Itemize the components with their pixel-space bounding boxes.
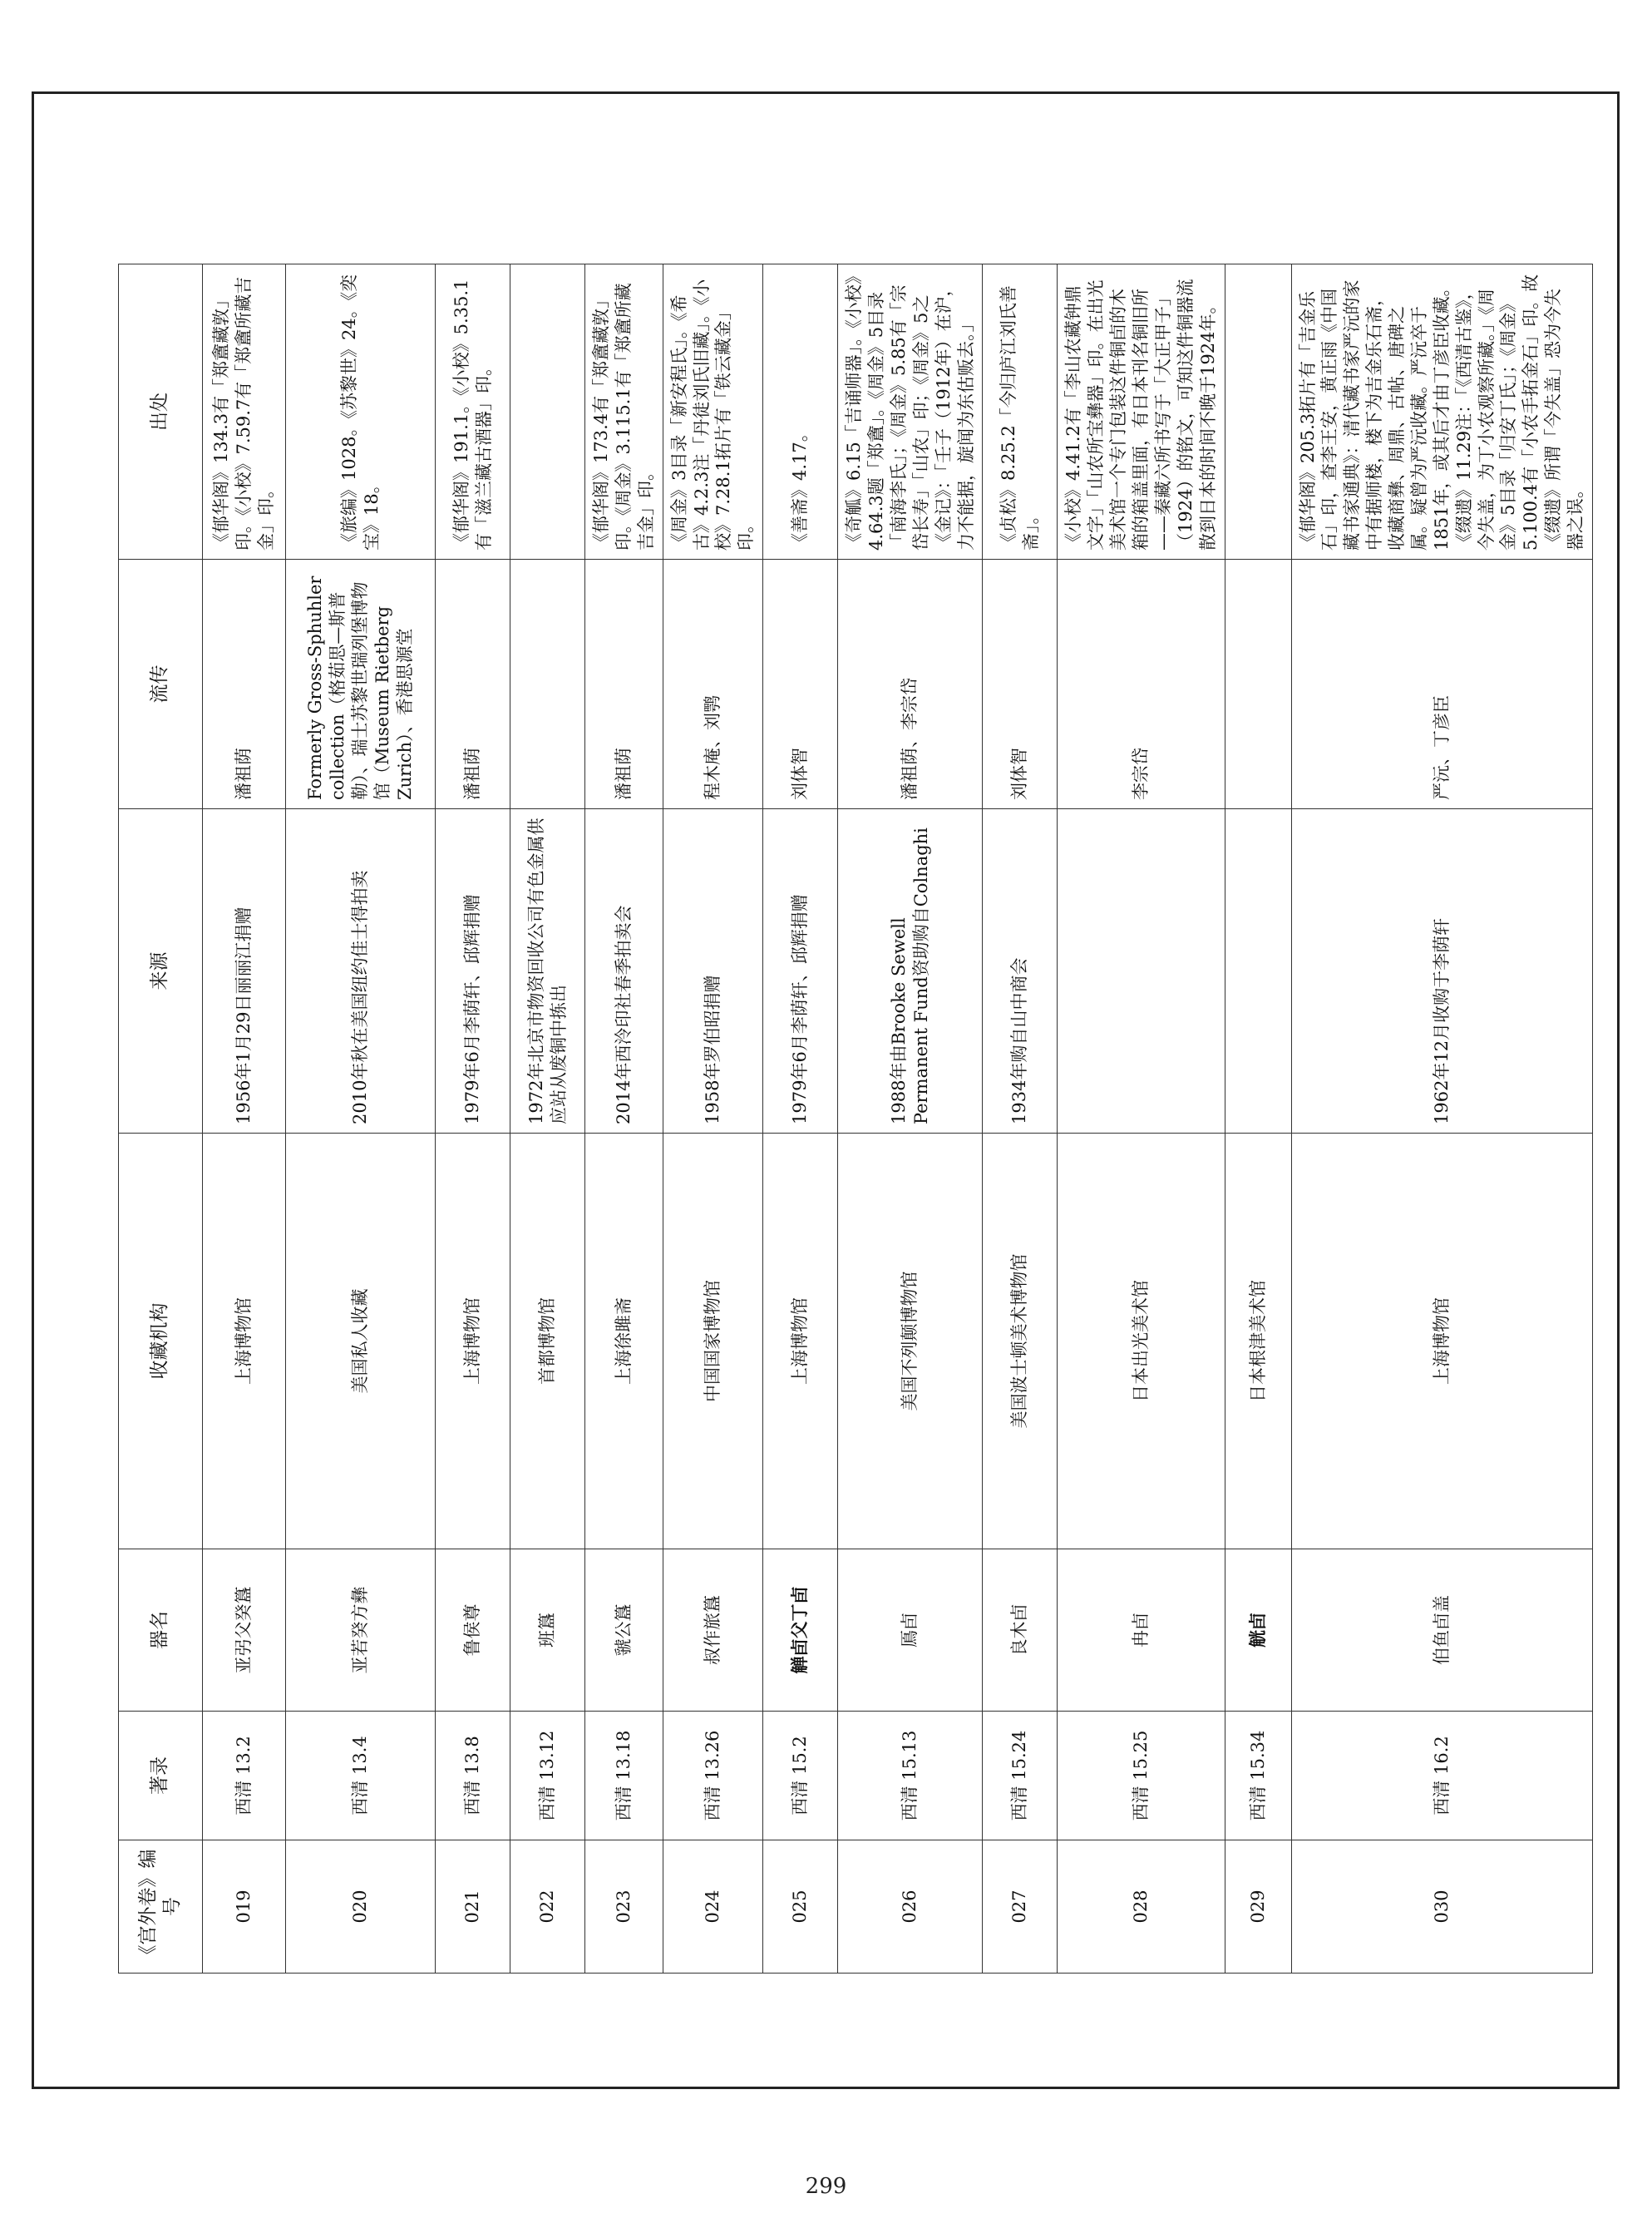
table-row xyxy=(436,264,510,1974)
cell-id: 027 xyxy=(983,1840,1058,1974)
cell-provenance: 刘体智 xyxy=(983,560,1058,809)
cell-source: 1962年12月收购于李荫轩 xyxy=(1291,809,1592,1134)
header-provenance: 流传 xyxy=(119,560,203,809)
cell-reference: 《善斋》4.17。 xyxy=(763,264,838,560)
cell-provenance: 潘祖荫、李宗岱 xyxy=(838,560,983,809)
table-row xyxy=(983,264,1058,1974)
header-catalog: 著录 xyxy=(119,1712,203,1840)
header-reference: 出处 xyxy=(119,264,203,560)
cell-source: 1988年由Brooke Sewell Permanent Fund资助购自Colnaghi xyxy=(838,809,983,1134)
cell-collection: 首都博物馆 xyxy=(510,1134,585,1549)
cell-collection: 上海博物馆 xyxy=(436,1134,510,1549)
cell-name: 觥卣 xyxy=(1225,1549,1291,1712)
cell-catalog: 西清 13.12 xyxy=(510,1712,585,1840)
cell-collection: 中国国家博物馆 xyxy=(663,1134,763,1549)
cell-name: 亚若癸方彝 xyxy=(286,1549,436,1712)
cell-source: 2014年西泠印社春季拍卖会 xyxy=(585,809,663,1134)
table-header-row xyxy=(119,264,203,1974)
cell-provenance: 潘祖荫 xyxy=(585,560,663,809)
cell-collection: 美国不列颠博物馆 xyxy=(838,1134,983,1549)
cell-provenance: 程木庵、刘鹗 xyxy=(663,560,763,809)
cell-source: 1934年购自山中商会 xyxy=(983,809,1058,1134)
table-row xyxy=(763,264,838,1974)
table-row xyxy=(203,264,286,1974)
cell-id: 026 xyxy=(838,1840,983,1974)
cell-id: 030 xyxy=(1291,1840,1592,1974)
table-row xyxy=(1058,264,1225,1974)
cell-collection: 日本根津美术馆 xyxy=(1225,1134,1291,1549)
page-number: 299 xyxy=(805,2174,847,2199)
table-row xyxy=(663,264,763,1974)
cell-reference xyxy=(510,264,585,560)
cell-provenance xyxy=(510,560,585,809)
cell-catalog: 西清 13.26 xyxy=(663,1712,763,1840)
cell-provenance: 刘体智 xyxy=(763,560,838,809)
cell-catalog: 西清 13.18 xyxy=(585,1712,663,1840)
cell-id: 022 xyxy=(510,1840,585,1974)
cell-name: 伯鱼卣盖 xyxy=(1291,1549,1592,1712)
cell-catalog: 西清 15.2 xyxy=(763,1712,838,1840)
cell-id: 023 xyxy=(585,1840,663,1974)
table-row xyxy=(585,264,663,1974)
cell-reference: 《贞松》8.25.2「今归庐江刘氏善斋」。 xyxy=(983,264,1058,560)
cell-id: 024 xyxy=(663,1840,763,1974)
cell-provenance xyxy=(1225,560,1291,809)
cell-id: 028 xyxy=(1058,1840,1225,1974)
cell-collection: 美国私人收藏 xyxy=(286,1134,436,1549)
cell-id: 025 xyxy=(763,1840,838,1974)
cell-source: 1956年1月29日丽丽江捐赠 xyxy=(203,809,286,1134)
cell-name: 觯卣父丁卣 xyxy=(763,1549,838,1712)
cell-catalog: 西清 15.24 xyxy=(983,1712,1058,1840)
cell-collection: 上海博物馆 xyxy=(1291,1134,1592,1549)
header-source: 来源 xyxy=(119,809,203,1134)
cell-id: 021 xyxy=(436,1840,510,1974)
cell-catalog: 西清 13.2 xyxy=(203,1712,286,1840)
bronze-record-table xyxy=(118,264,1593,1974)
cell-name: 班簋 xyxy=(510,1549,585,1712)
cell-catalog: 西清 13.8 xyxy=(436,1712,510,1840)
cell-source: 1958年罗伯昭捐赠 xyxy=(663,809,763,1134)
cell-collection: 日本出光美术馆 xyxy=(1058,1134,1225,1549)
cell-name: 虢公簋 xyxy=(585,1549,663,1712)
cell-name: 冉卣 xyxy=(1058,1549,1225,1712)
cell-collection: 上海徐雎斋 xyxy=(585,1134,663,1549)
cell-name: 良木卣 xyxy=(983,1549,1058,1712)
table-row xyxy=(1291,264,1592,1974)
cell-name: 叔作旅簋 xyxy=(663,1549,763,1712)
header-name: 器名 xyxy=(119,1549,203,1712)
cell-reference: 《奇觚》6.15「吉诵师器」。《小校》4.64.3题「郑盦」。《周金》5目录「南海李氏」；《周金》5.85有「宗岱长寿」「山农」印；《周金》5之《金记》：「壬子（1912年）在沪，力不能据，旋闻为东估贩去。」 xyxy=(838,264,983,560)
cell-name: 亚弜父癸簋 xyxy=(203,1549,286,1712)
cell-catalog: 西清 16.2 xyxy=(1291,1712,1592,1840)
cell-provenance: Formerly Gross-Sphuhler collection（格茹思—斯普勒）、瑞士苏黎世瑞列堡博物馆（Museum Rietberg Zurich）、香港思源堂 xyxy=(286,560,436,809)
cell-source: 1979年6月李荫轩、邱辉捐赠 xyxy=(436,809,510,1134)
header-id: 《宫外卷》编号 xyxy=(119,1840,203,1974)
cell-id: 020 xyxy=(286,1840,436,1974)
cell-source: 1972年北京市物资回收公司有色金属供应站从废铜中拣出 xyxy=(510,809,585,1134)
cell-source: 2010年秋在美国纽约佳士得拍卖 xyxy=(286,809,436,1134)
cell-catalog: 西清 15.25 xyxy=(1058,1712,1225,1840)
cell-reference: 《郁华阁》205.3拓片有「吉金乐石」印，查李王安，黄正雨《中国藏书家通典》：清代藏书家严沅的家中有据师楼，楼下为吉金乐石斋，收藏商彝、周鼎、古帖、唐碑之属。疑曾为严沅收藏。严沅卒于1851年，或其后才由丁彦臣收藏。《缀遗》11.29注：「《西清古鉴》，今失盖，为丁小农观察所藏。」《周金》5目录「归安丁氏」；《周金》5.100.4有「小农手拓金石」印。故《缀遗》所谓「今失盖」恐为今失器之误。 xyxy=(1291,264,1592,560)
cell-source xyxy=(1225,809,1291,1134)
cell-source: 1979年6月李荫轩、邱辉捐赠 xyxy=(763,809,838,1134)
cell-reference: 《周金》3目录「新安程氏」。《希古》4.2.3注「丹徒刘氏旧藏」。《小校》7.28.1拓片有「铁云藏金」印。 xyxy=(663,264,763,560)
cell-collection: 上海博物馆 xyxy=(763,1134,838,1549)
cell-provenance: 李宗岱 xyxy=(1058,560,1225,809)
cell-source xyxy=(1058,809,1225,1134)
table-row xyxy=(510,264,585,1974)
cell-provenance: 潘祖荫 xyxy=(436,560,510,809)
cell-reference xyxy=(1225,264,1291,560)
rotated-table-container xyxy=(118,264,1585,1974)
header-collection: 收藏机构 xyxy=(119,1134,203,1549)
cell-reference: 《旅编》1028。《苏黎世》24。《奕宝》18。 xyxy=(286,264,436,560)
cell-collection: 上海博物馆 xyxy=(203,1134,286,1549)
cell-id: 019 xyxy=(203,1840,286,1974)
cell-collection: 美国波士顿美术博物馆 xyxy=(983,1134,1058,1549)
cell-reference: 《郁华阁》191.1。《小校》5.35.1有「滋兰藏古酒器」印。 xyxy=(436,264,510,560)
cell-name: 鳫卣 xyxy=(838,1549,983,1712)
cell-catalog: 西清 15.13 xyxy=(838,1712,983,1840)
table-row xyxy=(1225,264,1291,1974)
cell-reference: 《小校》4.41.2有「李山农藏钟鼎文字」「山农所宝彝器」印。在出光美术馆一个专门包装这件铜卣的木箱的箱盖里面，有日本刊名铜旧所——秦藏六所书写于「大正甲子」（1924）的铭文，可知这件铜器流散到日本的时间不晚于1924年。 xyxy=(1058,264,1225,560)
table-body xyxy=(203,264,1593,1974)
table-row xyxy=(838,264,983,1974)
table-row xyxy=(286,264,436,1974)
cell-name: 鲁侯尊 xyxy=(436,1549,510,1712)
cell-provenance: 严沅、丁彦臣 xyxy=(1291,560,1592,809)
cell-id: 029 xyxy=(1225,1840,1291,1974)
cell-catalog: 西清 13.4 xyxy=(286,1712,436,1840)
rotated-table-wrapper xyxy=(118,264,1585,1974)
cell-reference: 《郁华阁》134.3有「郑盦藏敦」印。《小校》7.59.7有「郑盦所藏吉金」印。 xyxy=(203,264,286,560)
cell-provenance: 潘祖荫 xyxy=(203,560,286,809)
cell-catalog: 西清 15.34 xyxy=(1225,1712,1291,1840)
cell-reference: 《郁华阁》173.4有「郑盦藏敦」印。《周金》3.115.1有「郑盦所藏吉金」印。 xyxy=(585,264,663,560)
